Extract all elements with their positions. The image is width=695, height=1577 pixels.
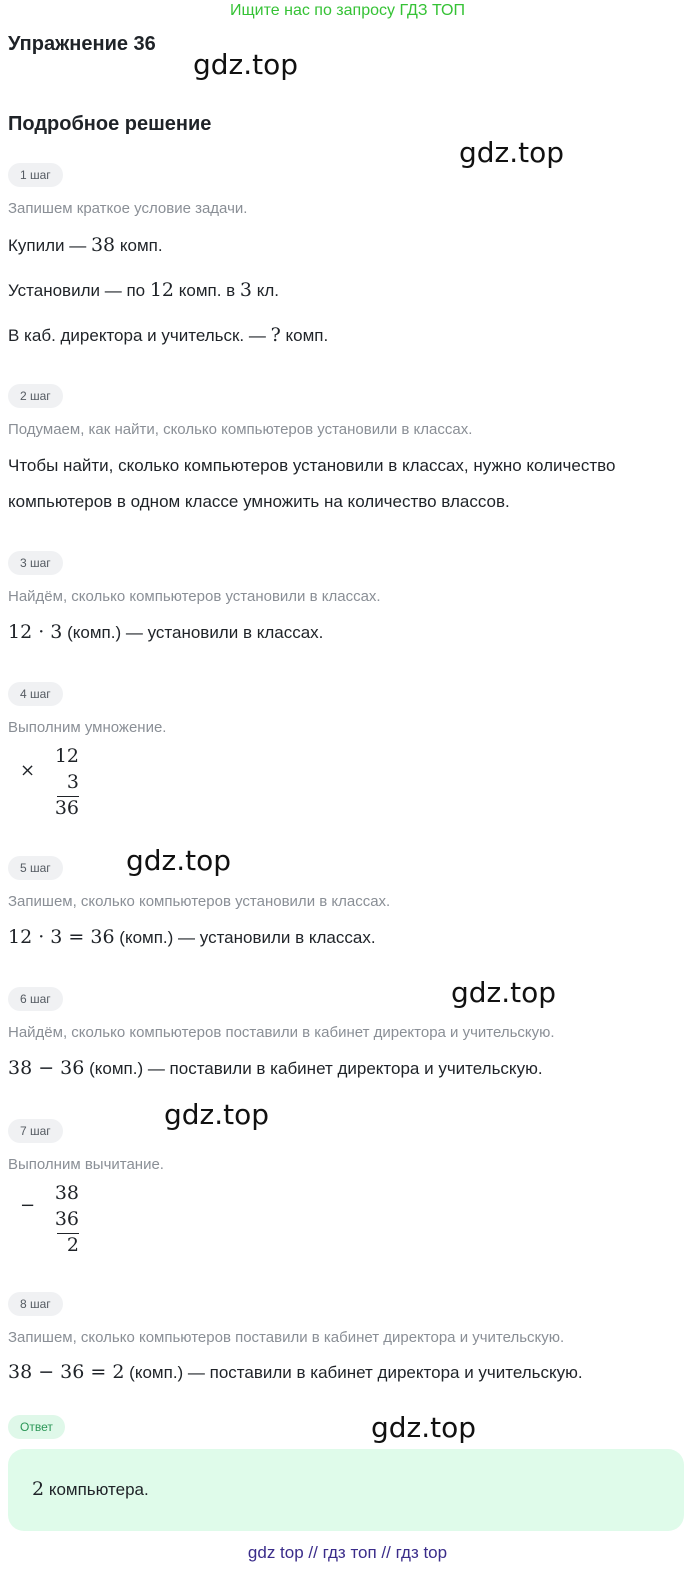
section-title: Подробное решение xyxy=(8,113,212,135)
step-hint: Выполним умножение. xyxy=(8,719,167,736)
search-banner: Ищите нас по запросу ГДЗ ТОП xyxy=(230,2,465,19)
answer-badge: Ответ xyxy=(8,1415,65,1439)
watermark: gdz.top xyxy=(126,844,232,877)
column-operand: 3 xyxy=(66,771,79,793)
explanation-line: Чтобы найти, сколько компьютеров установили в классах, нужно количество xyxy=(8,456,616,475)
column-operand: 38 xyxy=(54,1182,79,1204)
condition-line: В каб. директора и учительск. — ? комп. xyxy=(8,324,329,346)
footer-links[interactable]: gdz top // гдз топ // гдз top xyxy=(247,1543,448,1562)
expression-line: 38 − 36 = 2 (комп.) — поставили в кабинет директора и учительскую. xyxy=(8,1361,583,1383)
step-badge: 5 шаг xyxy=(8,856,63,880)
minus-sign: − xyxy=(20,1195,36,1216)
watermark: gdz.top xyxy=(451,976,557,1009)
step-badge: 4 шаг xyxy=(8,682,63,706)
column-operand: 12 xyxy=(54,745,79,767)
watermark: gdz.top xyxy=(371,1411,477,1444)
step-hint: Запишем, сколько компьютеров поставили в кабинет директора и учительскую. xyxy=(8,1329,565,1346)
expression-line: 12 · 3 (комп.) — установили в классах. xyxy=(8,621,324,643)
step-badge: 7 шаг xyxy=(8,1119,63,1143)
step-hint: Найдём, сколько компьютеров поставили в кабинет директора и учительскую. xyxy=(8,1024,555,1041)
explanation-line: компьютеров в одном классе умножить на количество влассов. xyxy=(8,492,510,511)
step-badge: 1 шаг xyxy=(8,163,63,187)
multiply-sign: × xyxy=(20,760,36,781)
column-result: 36 xyxy=(54,797,79,819)
step-hint: Запишем краткое условие задачи. xyxy=(8,200,248,217)
step-hint: Найдём, сколько компьютеров установили в классах. xyxy=(8,588,381,605)
step-badge: 2 шаг xyxy=(8,384,63,408)
step-badge: 6 шаг xyxy=(8,987,63,1011)
column-result: 2 xyxy=(66,1234,79,1256)
step-badge: 8 шаг xyxy=(8,1292,63,1316)
step-hint: Выполним вычитание. xyxy=(8,1156,164,1173)
page-title: Упражнение 36 xyxy=(8,33,156,55)
column-operand: 36 xyxy=(54,1208,79,1230)
step-badge: 3 шаг xyxy=(8,551,63,575)
answer-text: 2 компьютера. xyxy=(32,1478,149,1500)
expression-line: 38 − 36 (комп.) — поставили в кабинет директора и учительскую. xyxy=(8,1057,543,1079)
watermark: gdz.top xyxy=(193,48,299,81)
condition-line: Установили — по 12 комп. в 3 кл. xyxy=(8,279,280,301)
expression-line: 12 · 3 = 36 (комп.) — установили в классах. xyxy=(8,926,376,948)
watermark: gdz.top xyxy=(164,1098,270,1131)
watermark: gdz.top xyxy=(459,136,565,169)
step-hint: Подумаем, как найти, сколько компьютеров установили в классах. xyxy=(8,421,473,438)
condition-line: Купили — 38 комп. xyxy=(8,234,163,256)
step-hint: Запишем, сколько компьютеров установили в классах. xyxy=(8,893,391,910)
